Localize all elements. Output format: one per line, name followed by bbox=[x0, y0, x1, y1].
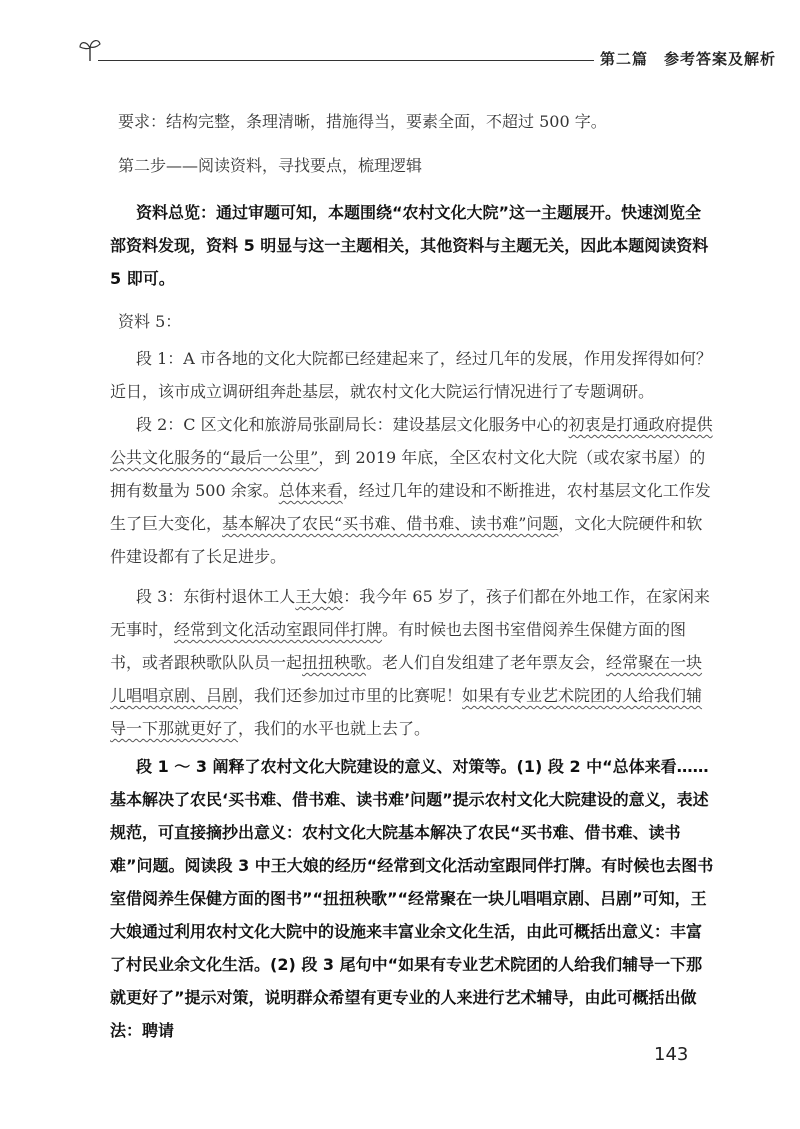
seg2-underline-1: 初衷是打通政府提供公共文化服务的“最后一公里” bbox=[110, 415, 713, 467]
step-title: 第二步——阅读资料，寻找要点，梳理逻辑 bbox=[118, 156, 423, 175]
header-rule bbox=[98, 60, 594, 61]
seg2-text-b: ，到 2019 年底，全区农村文化大院（或农家书屋）的拥有数量为 500 余家。 bbox=[110, 448, 706, 500]
segment-3-paragraph bbox=[110, 580, 714, 745]
seg3-underline-4: 经常聚在一块儿唱唱京剧、吕剧 bbox=[110, 653, 703, 705]
material-label: 资料 5： bbox=[118, 312, 182, 331]
requirement-text: 要求：结构完整，条理清晰，措施得当，要素全面，不超过 500 字。 bbox=[118, 112, 607, 131]
segment-1-paragraph: 段 1：A 市各地的文化大院都已经建起来了，经过几年的发展，作用发挥得如何？近日，该市成立调研组奔赴基层，就农村文化大院运行情况进行了专题调研。 bbox=[110, 349, 712, 401]
seg2-underline-2: 总体来看 bbox=[278, 481, 343, 500]
seg3-underline-2: 经常到文化活动室跟同伴打牌 bbox=[174, 620, 383, 639]
overview-paragraph: 资料总览：通过审题可知，本题围绕“农村文化大院”这一主题展开。快速浏览全部资料发现，资料 5 明显与这一主题相关，其他资料与主题无关，因此本题阅读资料 5 即可。 bbox=[110, 203, 709, 288]
seg3-underline-3: 扭扭秧歌 bbox=[302, 653, 367, 672]
header-title: 第二篇 参考答案及解析 bbox=[600, 50, 777, 68]
seg3-underline-5: 如果有专业艺术院团的人给我们辅导一下那就更好了 bbox=[110, 686, 703, 738]
sprout-icon bbox=[78, 36, 102, 62]
seg3-text-a: 段 3：东街村退休工人 bbox=[136, 587, 296, 606]
seg2-underline-3: 基本解决了农民“买书难、借书难、读书难”问题 bbox=[222, 514, 559, 533]
page-number: 143 bbox=[654, 1044, 689, 1065]
seg2-text-c: ，经过几年的建设和不断推进，农村基层文化工作发生了巨大变化， bbox=[110, 481, 711, 533]
seg3-text-d: 。老人们自发组建了老年票友会， bbox=[366, 653, 607, 672]
seg3-text-e: ，我们还参加过市里的比赛呢！ bbox=[238, 686, 463, 705]
analysis-paragraph: 段 1 ～ 3 阐释了农村文化大院建设的意义、对策等。(1) 段 2 中“总体来看……基本解决了农民‘买书难、借书难、读书难’问题”提示农村文化大院建设的意义，表述规范，可直接摘抄出意义：农村文化大院基本解决了农民“买书难、借书难、读书难”问题。阅读段 3 中王大娘的经历“经常到文化活动室跟同伴打牌。有时候也去图书室借阅养生保健方面的图书”“扭扭秧歌”“经常聚在一块儿唱唱京剧、吕剧”可知，王大娘通过利用农村文化大院中的设施来丰富业余文化生活，由此可概括出意义：丰富了村民业余文化生活。(2) 段 3 尾句中“如果有专业艺术院团的人给我们辅导一下那就更好了”提示对策，说明群众希望有更专业的人来进行艺术辅导，由此可概括出做法：聘请 bbox=[110, 757, 714, 1040]
seg3-text-f: ，我们的水平也就上去了。 bbox=[238, 719, 431, 738]
seg3-text-c: 。有时候也去图书室借阅养生保健方面的图书，或者跟秧歌队队员一起 bbox=[110, 620, 687, 672]
seg3-text-b: ：我今年 65 岁了，孩子们都在外地工作，在家闲来无事时， bbox=[110, 587, 710, 639]
seg2-text-a: 段 2：C 区文化和旅游局张副局长：建设基层文化服务中心的 bbox=[136, 415, 569, 434]
segment-2-paragraph bbox=[110, 408, 714, 573]
page-header bbox=[78, 36, 777, 76]
seg3-underline-1: 王大娘 bbox=[295, 587, 344, 606]
seg2-text-d: ，文化大院硬件和软件建设都有了长足进步。 bbox=[110, 514, 703, 566]
